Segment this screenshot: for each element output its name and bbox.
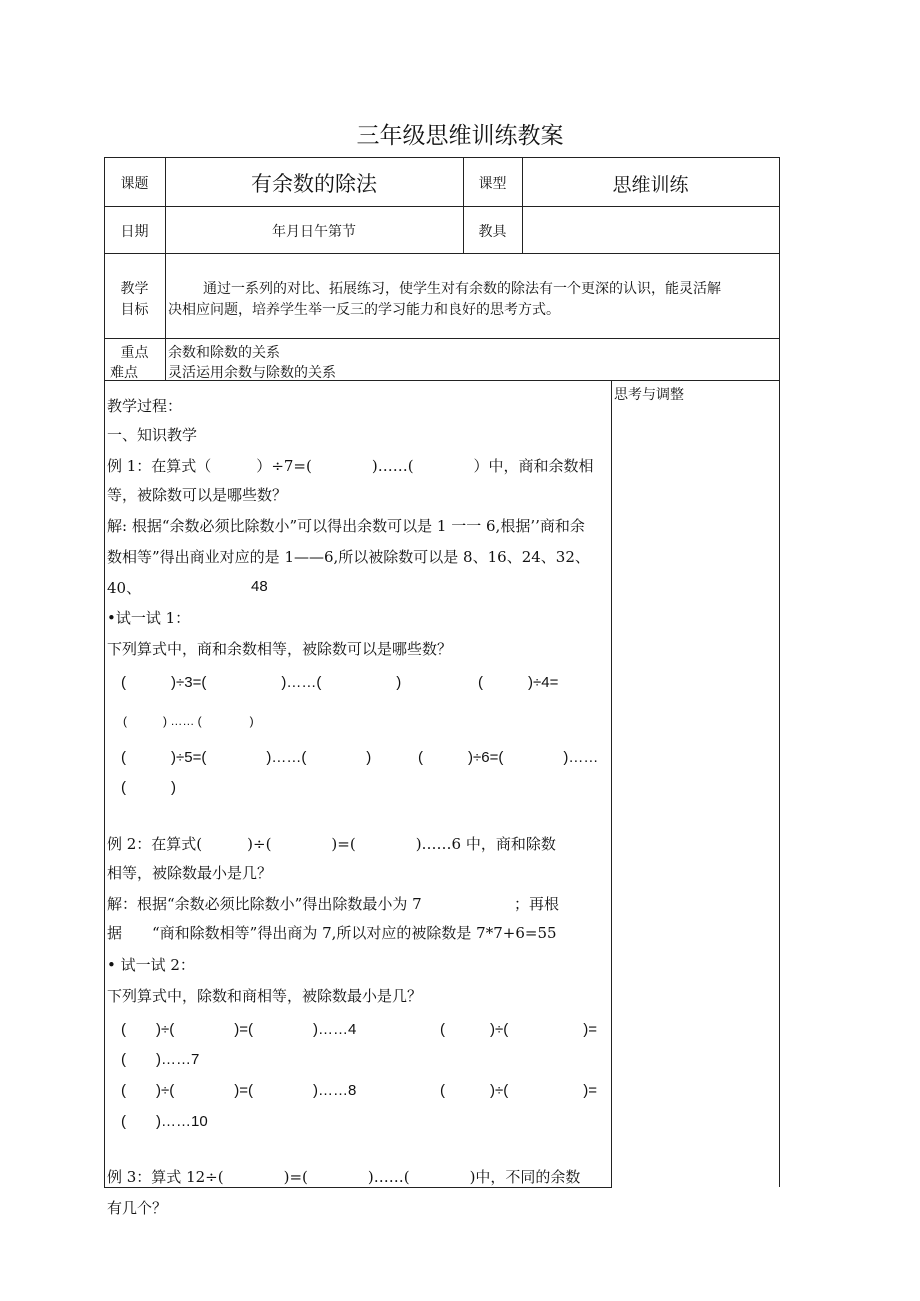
tools-label: 教具 — [478, 224, 507, 240]
try-1-question: 下列算式中，商和余数相等，被除数可以是哪些数？ — [107, 640, 453, 658]
table-divider — [104, 338, 780, 339]
try-1-title: •试一试 1： — [107, 609, 191, 627]
goal-label-2: 目标 — [120, 302, 149, 318]
section-knowledge: 一、知识教学 — [107, 426, 198, 444]
key-label-1: 重点 — [120, 345, 149, 361]
try-1-eq-3: ( )÷5=( )……( ) — [121, 749, 372, 766]
solution-1-line-3-value: 48 — [251, 578, 268, 595]
table-divider — [611, 380, 612, 1188]
try-1-eq-4-cont: ( ) — [121, 779, 176, 796]
try-1-eq-1: ( )÷3=( )……( ) — [121, 674, 402, 691]
try-2-eq-2: ( )÷( )= — [440, 1021, 597, 1038]
try-1-eq-2-cont: ( ) …… ( ) — [123, 714, 254, 728]
example-3-line-2: 有几个？ — [107, 1199, 168, 1217]
solution-2-line-1-end: ；再根 — [514, 895, 560, 913]
side-column-label: 思考与调整 — [614, 387, 684, 403]
try-2-eq-2-cont: ( )……7 — [121, 1051, 200, 1068]
table-border-bottom — [104, 1187, 611, 1188]
page-title: 三年级思维训练教案 — [356, 123, 564, 149]
try-2-eq-4-cont: ( )……10 — [121, 1113, 208, 1130]
example-3-line-1: 例 3：算式 12÷( )=( )……( )中，不同的余数 — [107, 1168, 581, 1186]
solution-1-line-2: 数相等”得出商业对应的是 1——6,所以被除数可以是 8、16、24、32、 — [107, 548, 590, 566]
topic-label: 课题 — [120, 176, 149, 192]
try-2-eq-3: ( )÷( )=( )……8 — [121, 1082, 357, 1099]
example-1-line-2: 等，被除数可以是哪些数？ — [107, 486, 288, 504]
try-1-eq-2: ( )÷4= — [478, 674, 559, 691]
table-divider — [104, 253, 780, 254]
table-border-top — [104, 157, 780, 158]
example-1-line-1: 例 1：在算式（ ）÷7=( )……( ）中，商和余数相 — [107, 457, 594, 475]
date-value: 年月日午第节 — [272, 224, 356, 240]
type-value: 思维训练 — [612, 174, 689, 196]
try-2-question: 下列算式中，除数和商相等，被除数最小是几？ — [107, 987, 423, 1005]
table-divider — [104, 206, 780, 207]
type-label: 课型 — [478, 176, 507, 192]
goal-text-line-1: 通过一系列的对比、拓展练习，使学生对有余数的除法有一个更深的认识，能灵活解 — [203, 281, 721, 297]
solution-1-line-3: 40、 — [107, 579, 142, 597]
topic-value: 有余数的除法 — [251, 172, 377, 196]
goal-text-line-2: 决相应问题，培养学生举一反三的学习能力和良好的思考方式。 — [168, 302, 560, 318]
process-heading: 教学过程： — [107, 397, 183, 415]
example-2-line-1: 例 2：在算式( )÷( )=( )……6 中，商和除数 — [107, 835, 556, 853]
example-2-line-2: 相等，被除数最小是几？ — [107, 864, 273, 882]
solution-2-line-2: 据 “商和除数相等”得出商为 7,所以对应的被除数是 7*7+6=55 — [107, 924, 557, 942]
goal-label-1: 教学 — [120, 281, 149, 297]
solution-1-line-1: 解: 根据“余数必须比除数小”可以得出余数可以是 1 一一 6,根据’’商和余 — [107, 517, 585, 535]
date-label: 日期 — [120, 224, 149, 240]
solution-2-line-1: 解：根据“余数必须比除数小”得出除数最小为 7 — [107, 895, 422, 913]
try-1-eq-4: ( )÷6=( )…… — [418, 749, 599, 766]
try-2-title: • 试一试 2： — [107, 956, 195, 974]
key-point-line-1: 余数和除数的关系 — [168, 345, 280, 361]
table-border-right — [779, 157, 780, 1187]
key-point-line-2: 灵活运用余数与除数的关系 — [168, 365, 336, 381]
try-2-eq-1: ( )÷( )=( )……4 — [121, 1021, 357, 1038]
try-2-eq-4: ( )÷( )= — [440, 1082, 597, 1099]
key-label-2: 难点 — [110, 365, 138, 381]
